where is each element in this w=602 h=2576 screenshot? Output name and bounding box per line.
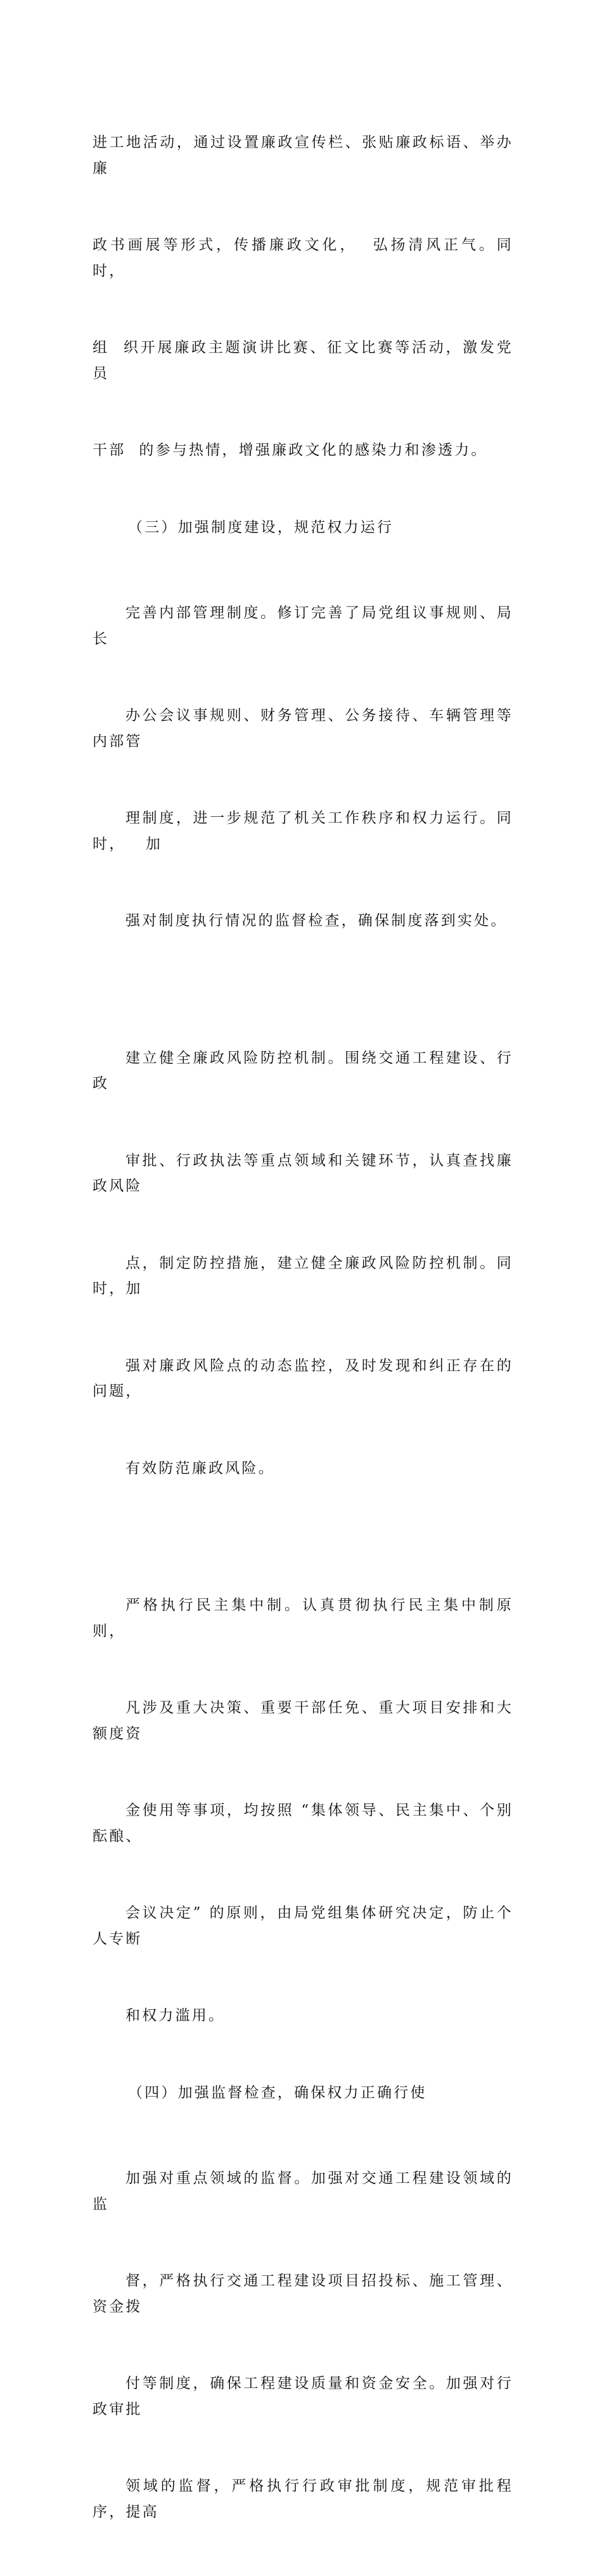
paragraph-risk-control xyxy=(93,994,513,1533)
text-line: 严格执行民主集中制。认真贯彻执行民主集中制原则， xyxy=(93,1597,513,1639)
text-line: 办公会议事规则、财务管理、公务接待、车辆管理等内部管 xyxy=(93,707,513,750)
text-line: 完善内部管理制度。修订完善了局党组议事规则、局长 xyxy=(93,605,513,647)
text-line: 付等制度，确保工程建设质量和资金安全。加强对行政审批 xyxy=(93,2375,513,2418)
text-line: 进工地活动，通过设置廉政宣传栏、张贴廉政标语、举办廉 xyxy=(93,134,513,177)
paragraph-internal-management xyxy=(93,549,513,985)
section-heading-4: （四）加强监督检查，确保权力正确行使 xyxy=(128,2084,427,2101)
document-body xyxy=(93,79,513,2576)
text-line: 政书画展等形式，传播廉政文化， 弘扬清风正气。同时， xyxy=(93,237,513,279)
text-line: 强对廉政风险点的动态监控，及时发现和纠正存在的问题， xyxy=(93,1357,513,1399)
text-line: 干部 的参与热情，增强廉政文化的感染力和渗透力。 xyxy=(93,442,488,458)
text-line: 建立健全廉政风险防控机制。围绕交通工程建设、行政 xyxy=(93,1049,513,1092)
text-line: 督，严格执行交通工程建设项目招投标、施工管理、资金拨 xyxy=(93,2273,513,2315)
text-line: 审批、行政执法等重点领域和关键环节，认真查找廉政风险 xyxy=(93,1152,513,1194)
text-line: 凡涉及重大决策、重要干部任免、重大项目安排和大额度资 xyxy=(93,1700,513,1742)
paragraph-culture-activities xyxy=(93,79,513,515)
text-line: 理制度，进一步规范了机关工作秩序和权力运行。同时， 加 xyxy=(93,810,513,852)
text-line: 金使用等事项，均按照 “集体领导、民主集中、个别酝酿、 xyxy=(93,1802,513,1845)
text-line: 领域的监督，严格执行行政审批制度，规范审批程序，提高 xyxy=(93,2478,513,2520)
section-heading-3: （三）加强制度建设，规范权力运行 xyxy=(128,519,394,536)
paragraph-key-areas-supervision xyxy=(93,2114,513,2576)
text-line: 强对制度执行情况的监督检查，确保制度落到实处。 xyxy=(125,912,508,929)
text-line: 加强对重点领域的监督。加强对交通工程建设领域的监 xyxy=(93,2170,513,2213)
paragraph-democratic-centralism xyxy=(93,1541,513,2080)
text-line: 会议决定” 的原则，由局党组集体研究决定，防止个人专断 xyxy=(93,1905,513,1947)
text-line: 点，制定防控措施，建立健全廉政风险防控机制。同时，加 xyxy=(93,1254,513,1297)
text-line: 有效防范廉政风险。 xyxy=(125,1460,275,1477)
text-line: 组 织开展廉政主题演讲比赛、征文比赛等活动，激发党员 xyxy=(93,339,513,382)
text-line: 和权力滥用。 xyxy=(125,2007,226,2024)
